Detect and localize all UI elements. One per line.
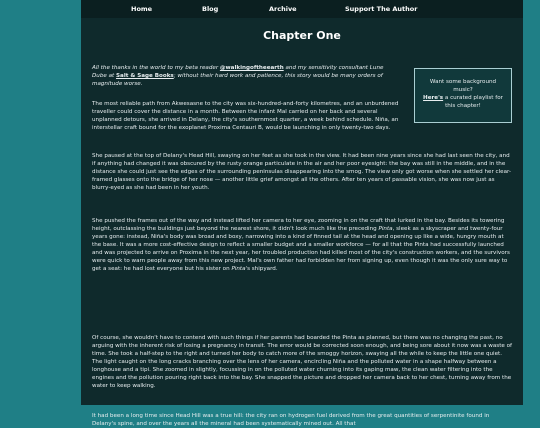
callout-text: Want some background music? <box>429 79 497 93</box>
top-navigation <box>81 0 523 18</box>
playlist-link[interactable]: Here's <box>423 95 444 101</box>
p3-ship-name-2: Pinta <box>231 266 246 272</box>
p3-text-a: She pushed the frames out of the way and instead lifted her camera to her eye, zooming in on the craft that lurked in the bay. Besides its towering height, outclassing the buildings just beyond the nearest shore, it didn't look much like the preceding <box>92 218 505 232</box>
p3-ship-name: Pinta <box>378 226 393 232</box>
chapter-title: Chapter One <box>263 29 341 42</box>
beta-reader-link[interactable]: @walkingoftheearth <box>219 65 284 71</box>
nav-blog-link[interactable]: Blog <box>202 5 219 13</box>
p3-text-c: 's shipyard. <box>245 266 278 272</box>
intro-text-2: and my sensitivity consultant Lune Dube at <box>92 65 384 79</box>
intro-text-3: ; without their hard work and patience, this story would be many orders of magnitude worse. <box>92 73 383 87</box>
callout-text-2: a curated playlist for this chapter! <box>443 95 503 109</box>
consultant-site-link[interactable]: Salt & Sage Books <box>116 73 174 79</box>
story-paragraph-1: The most reliable path from Akwesasne to the city was six-hundred-and-forty kilometres, and an unburdened traveller could cover the distance in a month. Between the infant Mal carried on her back and several unplanned detours, she arrived in Delany, the city's southernmost quarter, a week behind schedule. Niña, an interstellar craft bound for the exoplanet Proxima Centauri B, would be launching in only twenty-two days. <box>92 101 399 131</box>
story-paragraph-4: Of course, she wouldn't have to contend with such things if her parents had boarded the Pinta as planned, but there was no changing the past, no arguing with the inherent risk of losing a pregnancy in transit. The error would be corrected soon enough, and being sore about it now was a waste of time. She took a half-step to the right and turned her body to catch more of the smoggy horizon, swaying all the while to keep the little one quiet. The light caught on the long cracks branching over the lens of her camera, encircling Niña and the polluted water in a shape halfway between a longhouse and a tipi. She zoomed in slightly, focussing in on the polluted water churning into its gaping maw, the clean water filtering into the engines and the pollution pouring right back into the bay. She snapped the picture and dropped her camera back to her chest, turning away from the water to keep walking. <box>92 335 513 389</box>
p3-text-b: , sleek as a skyscraper and twenty-four years gone: instead, Niña's body was broad and boxy, narrowing into a kind of finned tail at the head and opening up like a wide, hungry mouth at the base. It was a more cost-effective design to reflect a smaller budget and a smaller workforce — for all that the Pinta had successfully launched and was projected to arrive on Proxima in the next year, her troubled production had killed most of the city's construction workers, and the survivors were quick to warn people away from this new project. Mal's own father had forbidden her from signing up, even though it was the only sure way to get a seat: he had lost everyone but his sister on <box>92 226 510 272</box>
nav-support-link[interactable]: Support The Author <box>345 5 418 13</box>
story-paragraph-5: It had been a long time since Head Hill was a true hill: the city ran on hydrogen fuel derived from the great quantities of serpentinite found in Delany's spine, and over the years all the mineral had been systematically mined out. All that <box>92 413 490 427</box>
page-container <box>81 0 523 427</box>
nav-archive-link[interactable]: Archive <box>269 5 297 13</box>
nav-home-link[interactable]: Home <box>131 5 153 13</box>
story-paragraph-3 <box>92 217 512 273</box>
intro-text: All the thanks in the world to my beta reader <box>92 65 220 71</box>
music-callout-box <box>414 68 512 123</box>
story-paragraph-2: She paused at the top of Delany's Head Hill, swaying on her feet as she took in the view. It had been nine years since she had last seen the city, and if anything had changed it was obscured by the rusty orange particulate in the air and her poor eyesight: the bay was still in the middle, and in the distance she could just see the edges of the surrounding peninsulas disappearing into the smog. The view only got worse when she settled her clear-framed glasses onto the bridge of her nose — another little grief amongst all the others. After ten years of passable vision, she was now just as blurry-eyed as she had been in her youth. <box>92 153 511 191</box>
acknowledgement-paragraph <box>92 64 400 88</box>
